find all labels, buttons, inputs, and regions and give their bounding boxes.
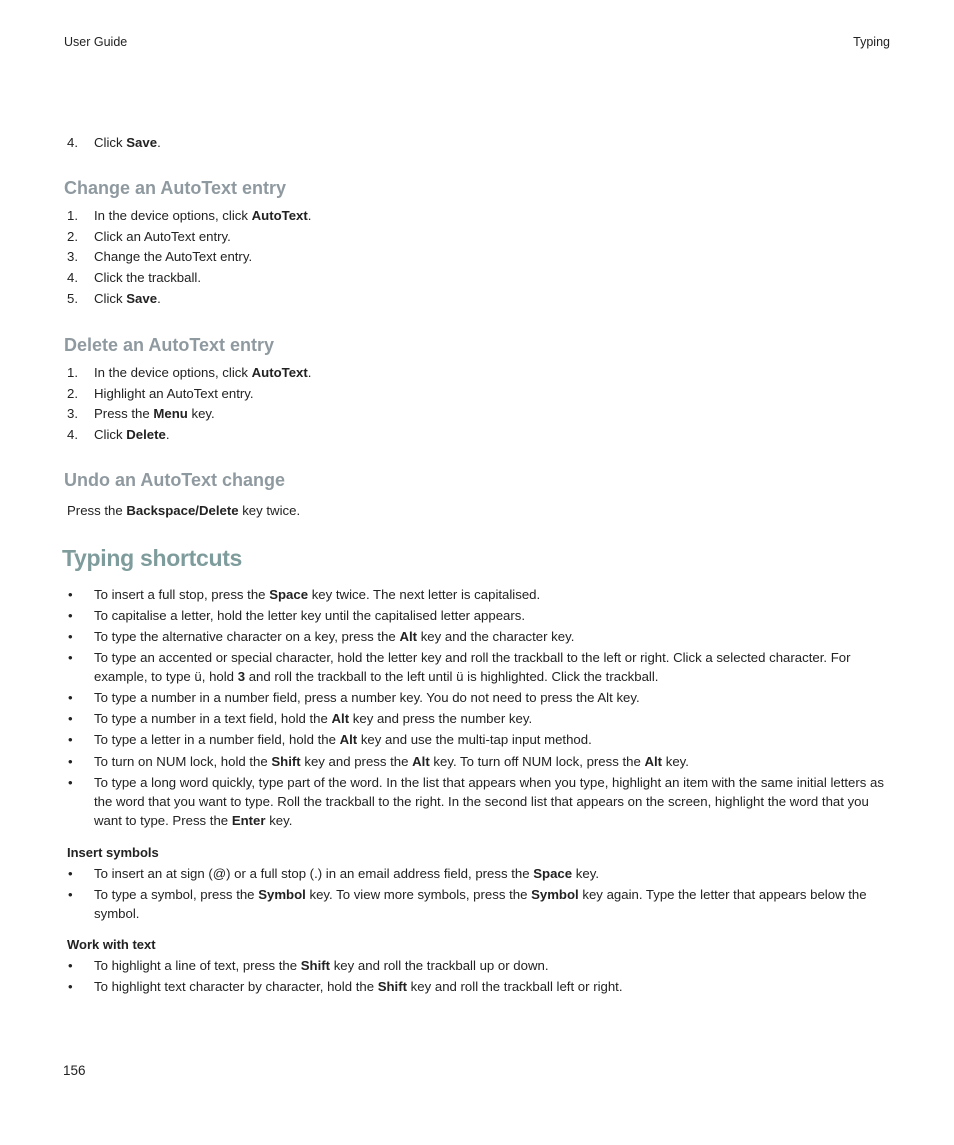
bullet: • [68, 690, 73, 706]
page-number: 156 [63, 1063, 86, 1078]
bullet: • [68, 629, 73, 645]
bullet: • [68, 608, 73, 624]
item-text: To highlight text character by character, hold the [94, 979, 378, 995]
step-text-end: key. [187, 406, 215, 422]
step-bold: Save [126, 135, 158, 150]
list-item [64, 956, 892, 976]
item-text-end: key again. Type the letter that appears below the symbol. [94, 887, 867, 922]
running-header-right: Typing [853, 35, 890, 49]
step-number: 4. [67, 270, 78, 286]
item-text: To highlight a line of text, press the [94, 958, 301, 973]
item-bold: Alt [339, 732, 358, 748]
list-item [64, 688, 892, 708]
delete-steps [64, 363, 892, 446]
item-text: To insert a full stop, press the [94, 587, 270, 602]
step-text: Click [94, 135, 127, 150]
step-number: 1. [67, 208, 78, 223]
list-item [64, 627, 892, 647]
step-text-end: . [157, 290, 161, 306]
insert-symbols-heading: Insert symbols [67, 845, 159, 860]
item-text: To insert an at sign (@) or a full stop (.) in an email address field, press the [94, 866, 534, 881]
undo-text: Press the [67, 503, 127, 518]
item-text: To type a long word quickly, type part of the word. In the list that appears when you type, highlight an item with the same initial letters as the word that you want to type. Roll the trackball to the right. In the second list that appears on the screen, highlight the word that you want to type. Press the [94, 774, 884, 828]
item-text-end: key. [662, 753, 689, 769]
item-text-end: key. [572, 866, 599, 881]
list-item [64, 425, 892, 446]
list-item [64, 977, 892, 997]
bullet: • [68, 753, 73, 769]
item-text-end: key and press the number key. [349, 711, 533, 727]
list-item [64, 864, 892, 884]
item-bold: Alt [331, 711, 350, 727]
list-item [64, 363, 892, 384]
shortcuts-list [64, 585, 892, 832]
list-item [64, 648, 892, 686]
step-text: Click an AutoText entry. [94, 228, 231, 244]
step-text: Click [94, 427, 127, 443]
step-text-end: . [157, 135, 161, 150]
item-bold: Alt [644, 753, 663, 769]
list-item [64, 773, 892, 830]
undo-bold: Backspace/Delete [126, 503, 239, 518]
list-item [64, 289, 892, 310]
step-text: Click the trackball. [94, 270, 202, 286]
step-text: Press the [94, 406, 154, 422]
bullet: • [68, 866, 73, 881]
item-text: To capitalise a letter, hold the letter key until the capitalised letter appears. [94, 608, 526, 624]
bullet: • [68, 979, 73, 995]
step-number: 1. [67, 365, 78, 380]
step-text: In the device options, click [94, 365, 252, 380]
item-text-end: key. [265, 812, 293, 828]
item-bold: Symbol [258, 887, 306, 903]
list-item [64, 133, 892, 154]
item-bold: Space [533, 866, 573, 881]
delete-heading: Delete an AutoText entry [64, 335, 275, 355]
item-text: To turn on NUM lock, hold the [94, 753, 272, 769]
step-number: 3. [67, 249, 78, 265]
bullet: • [68, 887, 73, 903]
step-text-end: . [165, 427, 170, 443]
list-item [64, 247, 892, 268]
list-item [64, 752, 892, 772]
item-bold: Shift [271, 753, 301, 769]
step-bold: Delete [126, 427, 166, 443]
bullet: • [68, 587, 73, 602]
item-text: To type an accented or special character, hold the letter key and roll the trackball to the left or right. Click a selected character. For example, to type ü, hold [94, 650, 851, 685]
step-text-end: . [307, 208, 312, 223]
item-text-mid: key. To view more symbols, press the [305, 887, 532, 903]
step-number: 4. [67, 427, 78, 443]
step-text-end: . [307, 365, 312, 380]
item-text: To type a number in a text field, hold the [94, 711, 332, 727]
undo-heading: Undo an AutoText change [64, 470, 286, 490]
bullet: • [68, 958, 73, 973]
step-bold: AutoText [251, 365, 308, 380]
step-number: 3. [67, 406, 78, 422]
item-text-end: and roll the trackball to the left until ü is highlighted. Click the trackball. [245, 669, 659, 685]
item-bold: Shift [300, 958, 331, 973]
intro-step-list [64, 133, 892, 154]
item-text: To type a number in a number field, press a number key. You do not need to press the Alt key. [94, 690, 640, 706]
insert-symbols-list [64, 864, 892, 925]
list-item [64, 606, 892, 626]
step-bold: Menu [153, 406, 188, 422]
item-text-end: key and roll the trackball left or right. [407, 979, 623, 995]
item-text: To type the alternative character on a key, press the [94, 629, 400, 645]
step-number: 5. [67, 290, 78, 306]
item-bold: Shift [377, 979, 408, 995]
bullet: • [68, 650, 73, 666]
item-bold: Enter [231, 812, 266, 828]
change-steps [64, 206, 892, 309]
step-bold: AutoText [251, 208, 308, 223]
list-item [64, 730, 892, 750]
step-number: 2. [67, 228, 78, 244]
list-item [64, 404, 892, 425]
bullet: • [68, 774, 73, 790]
list-item [64, 206, 892, 227]
list-item [64, 709, 892, 729]
item-bold: Alt [399, 629, 418, 645]
item-text: To type a symbol, press the [94, 887, 259, 903]
step-bold: Save [126, 290, 158, 306]
item-bold: Space [269, 587, 309, 602]
item-text-end: key and roll the trackball up or down. [330, 958, 549, 973]
undo-instruction [67, 501, 300, 521]
list-item [64, 268, 892, 289]
item-text-end: key twice. The next letter is capitalised. [308, 587, 541, 602]
item-text-mid: key and press the [300, 753, 413, 769]
item-text-end: key and the character key. [417, 629, 575, 645]
work-with-text-heading: Work with text [67, 937, 156, 952]
work-with-text-list [64, 956, 892, 998]
step-text: In the device options, click [94, 208, 252, 223]
item-text-mid: key. To turn off NUM lock, press the [429, 753, 645, 769]
change-heading: Change an AutoText entry [64, 178, 287, 198]
step-number: 4. [67, 135, 78, 150]
item-bold: Symbol [531, 887, 579, 903]
running-header-left: User Guide [64, 35, 128, 49]
list-item [64, 885, 892, 923]
step-text: Change the AutoText entry. [94, 249, 253, 265]
item-bold: 3 [237, 669, 246, 685]
undo-text-end: key twice. [238, 503, 301, 518]
list-item [64, 585, 892, 605]
item-text: To type a letter in a number field, hold the [94, 732, 340, 748]
item-text-end: key and use the multi-tap input method. [357, 732, 592, 748]
typing-shortcuts-heading: Typing shortcuts [62, 545, 243, 571]
bullet: • [68, 711, 73, 727]
step-text: Highlight an AutoText entry. [94, 385, 254, 401]
item-bold: Alt [412, 753, 430, 769]
step-text: Click [94, 290, 127, 306]
list-item [64, 384, 892, 405]
list-item [64, 227, 892, 248]
bullet: • [68, 732, 73, 748]
step-number: 2. [67, 385, 78, 401]
